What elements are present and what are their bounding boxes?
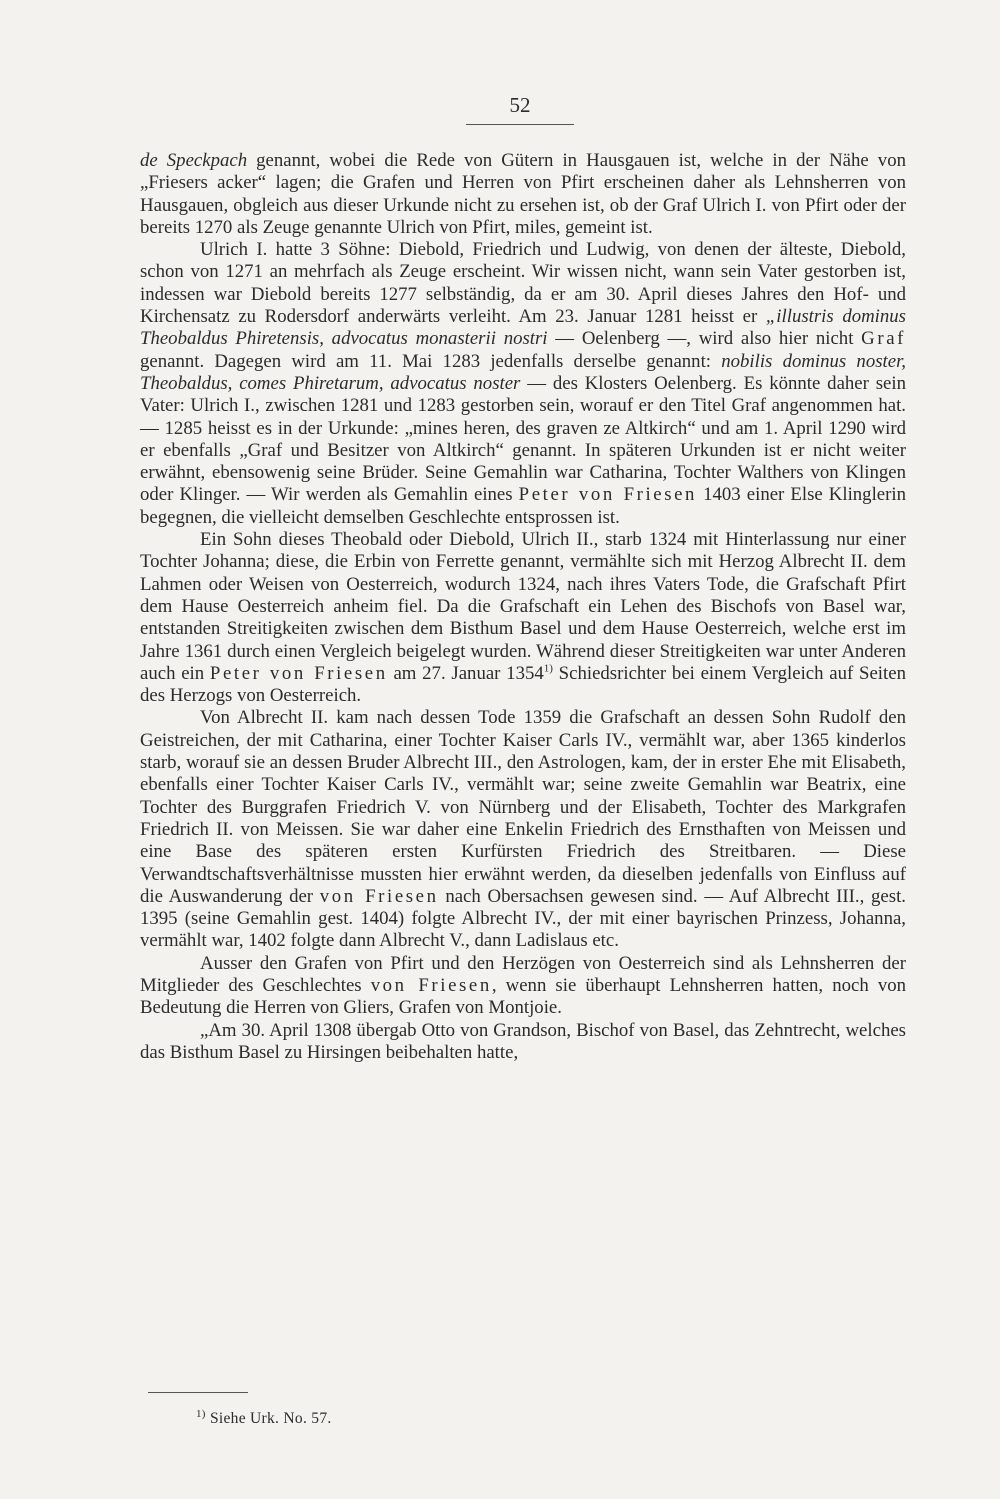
text-run: genannt. Dagegen wird am 11. Mai 1283 jedenfalls derselbe genannt: [140,350,722,372]
page-number: 52 [466,92,574,125]
text-run: am 27. Januar 1354 [387,662,544,684]
paragraph [140,239,906,529]
text-run: „Am 30. April 1308 übergab Otto von Grandson, Bischof von Basel, das Zehntrecht, welches das Bisthum Basel zu Hirsingen beibehalten hatte, [140,1019,906,1063]
body-text [140,150,906,1064]
italic-text: „illustris dominus Theobaldus Phiretensis, advocatus monasterii nostri [140,306,906,350]
paragraph [140,150,906,239]
text-run: genannt, wobei die Rede von Gütern in Hausgauen ist, welche in der Nähe von „Friesers acker“ lagen; die Grafen und Herren von Pfirt erscheinen daher als Lehnsherren von Hausgauen, obgleich aus dieser Urkunde nicht zu ersehen ist, ob der Graf Ulrich I. von Pfirt oder der bereits 1270 als Zeuge genannte Ulrich von Pfirt, miles, gemeint ist. [140,150,906,238]
footnote [196,1409,332,1429]
paragraph [140,1020,906,1065]
spaced-text: von Friesen [370,974,492,996]
text-run: Ein Sohn dieses Theobald oder Diebold, Ulrich II., starb 1324 mit Hinterlassung nur einer Tochter Johanna; diese, die Erbin von Ferrette genannt, vermählte sich mit Herzog Albrecht II. dem Lahmen oder Weisen von Oesterreich, wodurch 1324, nach ihres Vaters Tode, die Grafschaft Pfirt dem Hause Oesterreich anheim fiel. Da die Grafschaft ein Lehen des Bischofs von Basel war, entstanden Streitigkeiten zwischen dem Bisthum Basel und dem Hause Oesterreich, welche erst im Jahre 1361 durch einen Vergleich beigelegt wurden. Während dieser Streitigkeiten war unter Anderen auch ein [140,529,906,684]
text-run: Ulrich I. hatte 3 Söhne: Diebold, Friedrich und Ludwig, von denen der älteste, Diebold, schon von 1271 an mehrfach als Zeuge erscheint. Wir wissen nicht, wann sein Vater gestorben ist, indessen war Diebold bereits 1277 selbständig, da er am 30. April dieses Jahres den Hof- und Kirchensatz zu Rodersdorf anderwärts verleiht. Am 23. Januar 1281 heisst er [140,239,906,328]
text-run: — Oelenberg —, wird also hier nicht [547,328,862,350]
spaced-text: Peter von Friesen [209,662,388,684]
paragraph [140,707,906,952]
footnote-divider [148,1392,248,1393]
footnote-mark: 1) [196,1407,206,1420]
text-run: , wenn sie überhaupt Lehnsherren hatten, noch von Bedeutung die Herren von Gliers, Grafen von Montjoie. [140,974,906,1019]
text-run: Von Albrecht II. kam nach dessen Tode 1359 die Grafschaft an dessen Sohn Rudolf den Geistreichen, der mit Catharina, einer Tochter Kaiser Carls IV., vermählt war, aber 1365 kinderlos starb, worauf sie an dessen Bruder Albrecht III., den Astrologen, kam, der in erster Ehe mit Elisabeth, ebenfalls einer Tochter Kaiser Carls IV., vermählt war; seine zweite Gemahlin war Beatrix, eine Tochter des Burggrafen Friedrich V. von Nürnberg und der Elisabeth, Tochter des Markgrafen Friedrich II. von Meissen. Sie war daher eine Enkelin Friedrich des Ernsthaften von Meissen und eine Base des späteren ersten Kurfürsten Friedrich des Streitbaren. — Diese Verwandtschaftsverhältnisse mussten hier erwähnt werden, da dieselben jedenfalls von Einfluss auf die Auswanderung der [140,707,906,907]
text-run: Schiedsrichter bei einem Vergleich auf Seiten des Herzogs von Oesterreich. [140,662,906,707]
text-run: — des Klosters Oelenberg. Es könnte daher sein Vater: Ulrich I., zwischen 1281 und 1283 gestorben sein, worauf er den Titel Graf angenommen hat. — 1285 heisst es in der Urkunde: „mines heren, des graven ze Altkirch“ und am 1. April 1290 wird er ebenfalls „Graf und Besitzer von Altkirch“ genannt. In späteren Urkunden ist er nicht weiter erwähnt, ebensowenig seine Brüder. Seine Gemahlin war Catharina, Tochter Walthers von Klingen oder Klinger. — Wir werden als Gemahlin eines [140,372,906,506]
italic-text: de Speckpach [140,150,248,171]
italic-text: nobilis dominus noster, Theobaldus, comes Phiretarum, advocatus noster [140,350,906,394]
footnote-text: Siehe Urk. No. 57. [205,1410,332,1427]
spaced-text: von Friesen [319,885,439,907]
spaced-text: Peter von Friesen [518,484,698,506]
text-run: 1403 einer Else Klinglerin begegnen, die vielleicht demselben Geschlechte entsprossen ist. [140,484,906,528]
text-run: Ausser den Grafen von Pfirt und den Herzögen von Oesterreich sind als Lehnsherren der Mitglieder des Geschlechtes [140,952,906,996]
paragraph [140,529,906,707]
paragraph [140,953,906,1020]
spaced-text: Graf [861,328,906,350]
text-run: nach Obersachsen gewesen sind. — Auf Albrecht III., gest. 1395 (seine Gemahlin gest. 1404) folgte Albrecht IV., der mit einer bayrischen Prinzess, Johanna, vermählt war, 1402 folgte dann Albrecht V., dann Ladislaus etc. [140,885,906,952]
footnote-reference: 1) [543,662,553,675]
